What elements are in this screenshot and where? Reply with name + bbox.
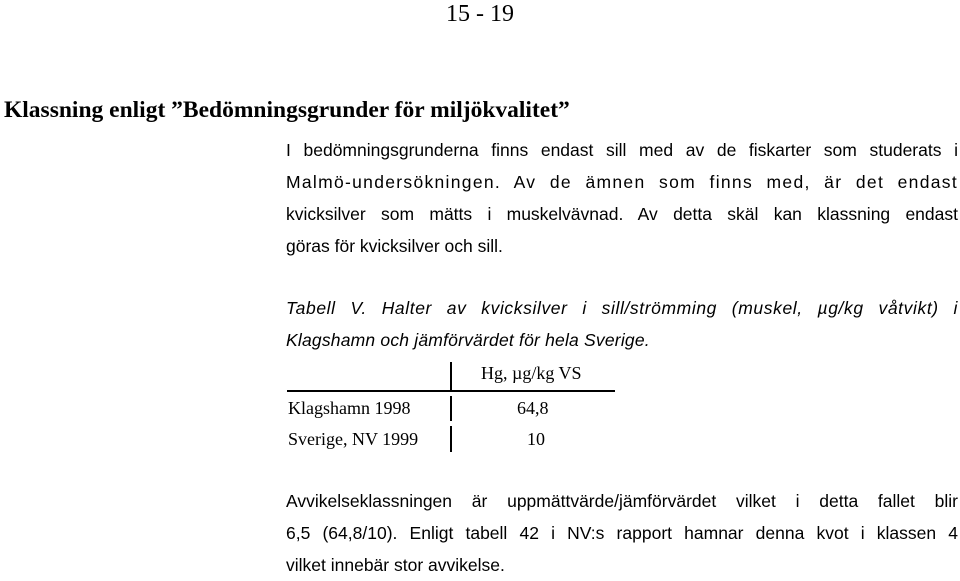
table-column-header: Hg, µg/kg VS: [481, 363, 582, 383]
intro-line: I bedömningsgrunderna finns endast sill med av de fiskarter som studerats i: [286, 140, 958, 160]
table-row-divider: [450, 396, 452, 421]
table-row-value: 64,8: [517, 398, 549, 418]
table-row-label: Klagshamn 1998: [288, 398, 411, 418]
table-header-divider: [450, 362, 452, 390]
table-header-rule: [287, 390, 615, 392]
closing-line: Avvikelseklassningen är uppmättvärde/jämförvärdet vilket i detta fallet blir: [286, 491, 958, 511]
page-number: 15 - 19: [446, 1, 514, 27]
closing-paragraph: [286, 485, 958, 581]
table-row-label: Sverige, NV 1999: [288, 429, 419, 449]
closing-line: vilket innebär stor avvikelse.: [286, 555, 505, 575]
intro-line: Malmö-undersökningen. Av de ämnen som finns med, är det endast: [286, 172, 958, 192]
table-caption: [286, 292, 958, 356]
caption-line: Klagshamn och jämförvärdet för hela Sverige.: [286, 330, 650, 350]
section-heading: Klassning enligt ”Bedömningsgrunder för miljökvalitet”: [4, 97, 570, 123]
caption-line: Tabell V. Halter av kvicksilver i sill/strömming (muskel, µg/kg våtvikt) i: [286, 298, 958, 318]
table-row-value: 10: [527, 429, 545, 449]
intro-line: göras för kvicksilver och sill.: [286, 236, 503, 256]
table-row-divider: [450, 426, 452, 452]
intro-paragraph: [286, 134, 958, 262]
closing-line: 6,5 (64,8/10). Enligt tabell 42 i NV:s rapport hamnar denna kvot i klassen 4: [286, 523, 958, 543]
intro-line: kvicksilver som mätts i muskelvävnad. Av detta skäl kan klassning endast: [286, 204, 958, 224]
